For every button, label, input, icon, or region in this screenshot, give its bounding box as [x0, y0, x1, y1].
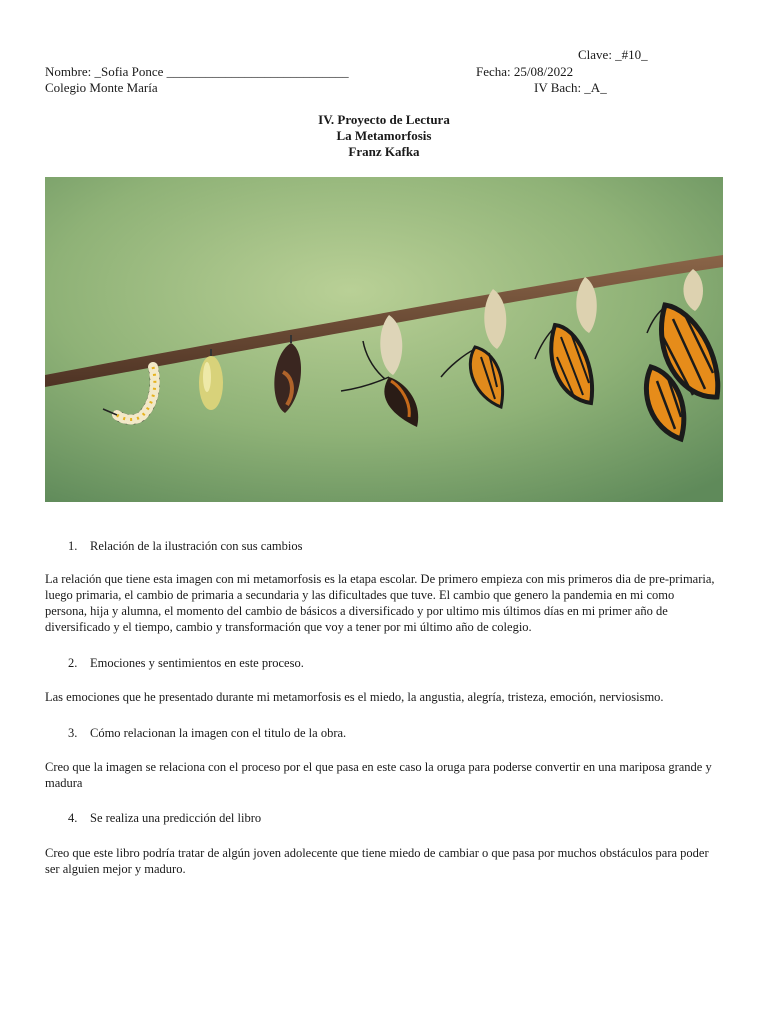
question-1-prompt: Relación de la ilustración con sus cambios — [90, 539, 303, 553]
answer-4: Creo que este libro podría tratar de algún joven adolecente que tiene miedo de cambiar o que pasa por muchos obstáculos para poder ser alguien mejor y maduro. — [45, 846, 709, 876]
title-author: Franz Kafka — [348, 144, 420, 159]
question-4-prompt: Se realiza una predicción del libro — [90, 811, 262, 825]
metamorphosis-illustration — [45, 177, 723, 502]
fecha-field: Fecha: 25/08/2022 — [476, 64, 574, 79]
title-book: La Metamorfosis — [336, 128, 432, 143]
question-1 — [68, 538, 302, 554]
question-3-number: 3. — [68, 726, 78, 740]
title-project: IV. Proyecto de Lectura — [318, 112, 450, 127]
answer-3: Creo que la imagen se relaciona con el proceso por el que pasa en este caso la oruga para poderse convertir en una mariposa grande y madura — [45, 760, 712, 790]
bach-field: IV Bach: _A_ — [534, 80, 607, 95]
metamorphosis-photo — [45, 177, 723, 502]
answer-1: La relación que tiene esta imagen con mi metamorfosis es la etapa escolar. De primero empieza con mis primeros dia de pre-primaria, luego primaria, el cambio de primaria a secundaria y las dificultades que tuve. El cambio que genero la pandemia en mi como persona, hija y alumna, el momento del cambio de básicos a diversificado y por ultimo mis últimos días en mi primer año de diversificado y el tiempo, cambio y transformación que voy a tener por mi último año de colegio. — [45, 572, 715, 634]
question-4-number: 4. — [68, 811, 78, 825]
question-4 — [68, 810, 261, 826]
colegio-field: Colegio Monte María — [45, 80, 158, 95]
nombre-field: Nombre: _Sofia Ponce ____________________________ — [45, 64, 349, 79]
question-1-number: 1. — [68, 539, 78, 553]
answer-2: Las emociones que he presentado durante mi metamorfosis es el miedo, la angustia, alegría, tristeza, emoción, nerviosismo. — [45, 690, 664, 704]
question-3 — [68, 725, 346, 741]
question-2-prompt: Emociones y sentimientos en este proceso. — [90, 656, 304, 670]
question-2-number: 2. — [68, 656, 78, 670]
question-3-prompt: Cómo relacionan la imagen con el titulo de la obra. — [90, 726, 347, 740]
clave-field: Clave: _#10_ — [578, 47, 648, 62]
document-title — [0, 112, 768, 160]
question-2 — [68, 655, 304, 671]
